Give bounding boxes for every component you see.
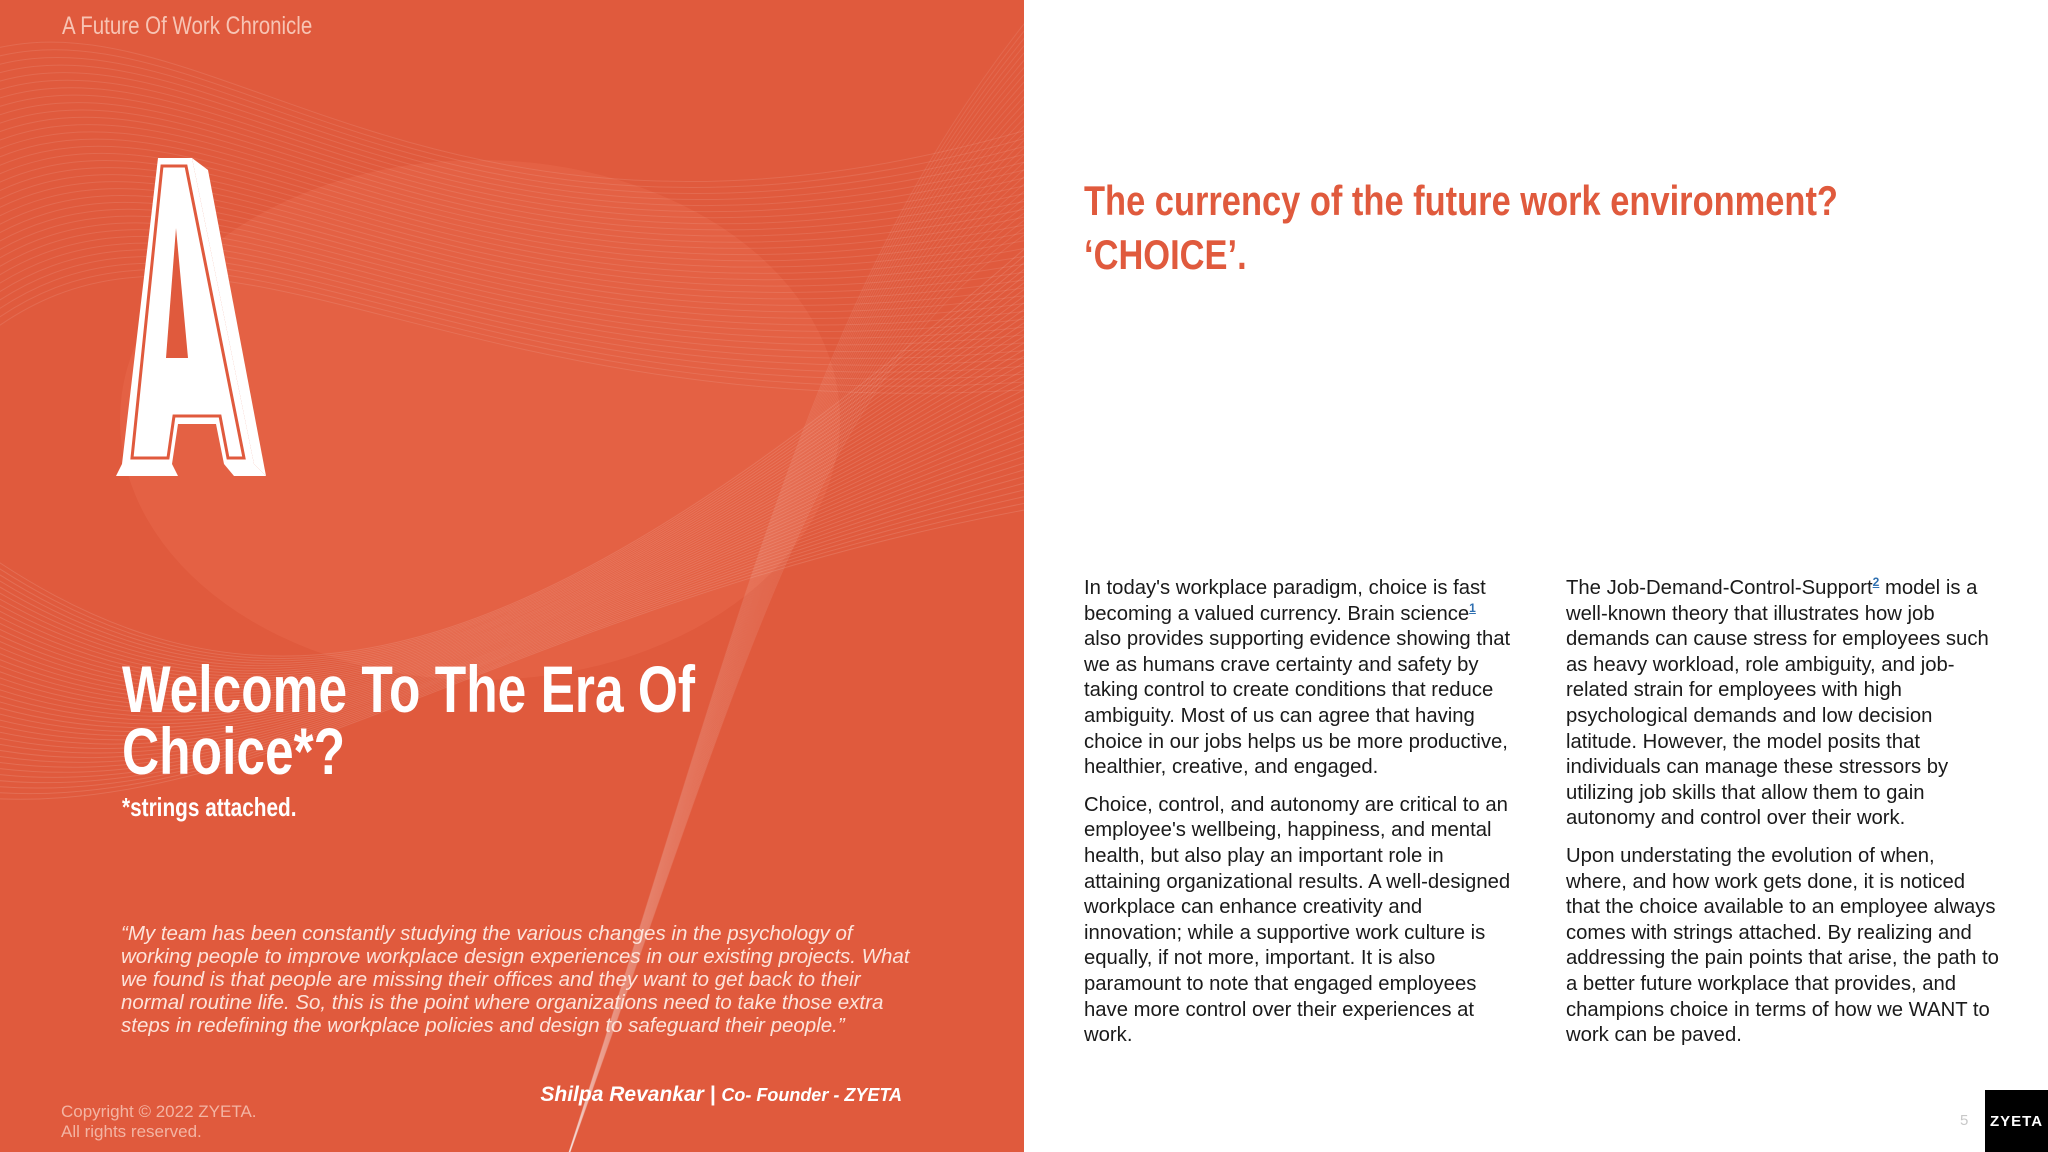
paragraph-text: model is a well-known theory that illustrates how job demands can cause stress for employees such as heavy workload, role ambiguity, and job-related strain for employees with high psychological demands and low decision latitude. However, the model posits that individuals can manage these stressors by utilizing job skills that allow them to gain autonomy and control over their work. [1566, 577, 1989, 830]
article-column-1 [1084, 576, 1514, 1061]
paragraph-text: The Job-Demand-Control-Support [1566, 577, 1873, 599]
hero-headline-line2: Choice*? [122, 714, 346, 788]
testimonial-quote: “My team has been constantly studying the various changes in the psychology of working people to improve workplace design experiences in our existing projects. What we found is that people are missing their offices and they want to get back to their normal routine life. So, this is the point where organizations need to take those extra steps in redefining the workplace policies and design to safeguard their people.” [121, 922, 910, 1037]
footnote-link-1[interactable]: 1 [1469, 600, 1476, 615]
article-paragraph [1084, 576, 1514, 781]
article-paragraph: Upon understating the evolution of when, where, and how work gets done, it is noticed that the choice available to an employee always comes with strings attached. By realizing and addressing the pain points that arise, the path to a better future workplace that provides, and champions choice in terms of how we WANT to work can be paved. [1566, 844, 1999, 1047]
hero-subtitle: *strings attached. [122, 792, 297, 822]
article-paragraph: Choice, control, and autonomy are critical to an employee's wellbeing, happiness, and mental health, but also play an important role in attaining organizational results. A well-designed workplace can enhance creativity and innovation; while a supportive work culture is equally, if not more, important. It is also paramount to note that engaged employees have more control over their experiences at work. [1084, 793, 1511, 1047]
paragraph-text: also provides supporting evidence showing that we as humans crave certainty and safety by taking control to create conditions that reduce ambiguity. Most of us can agree that having choice in our jobs helps us be more productive, healthier, creative, and engaged. [1084, 628, 1511, 779]
copyright-line2: All rights reserved. [61, 1122, 202, 1141]
copyright-line1: Copyright © 2022 ZYETA. [61, 1102, 257, 1121]
quote-author-role: Co- Founder - ZYETA [721, 1085, 902, 1105]
copyright-notice [61, 1102, 257, 1142]
quote-attribution [540, 1083, 902, 1107]
paragraph-text: In today's workplace paradigm, choice is fast becoming a valued currency. Brain science [1084, 577, 1486, 625]
quote-author: Shilpa Revankar [540, 1083, 704, 1106]
hero-headline [122, 652, 715, 788]
page-number: 5 [1960, 1112, 1969, 1129]
article-paragraph [1566, 576, 2000, 832]
article-title-line2: ‘CHOICE’. [1084, 231, 1247, 278]
article-title-line1: The currency of the future work environment? [1084, 177, 1838, 224]
attribution-separator: | [703, 1083, 722, 1106]
drop-letter-a-graphic [116, 158, 266, 478]
hero-headline-line1: Welcome To The Era Of [122, 652, 696, 726]
zyeta-logo: ZYETA [1985, 1090, 2048, 1152]
article-title [1084, 174, 1838, 282]
footnote-link-2[interactable]: 2 [1872, 575, 1880, 590]
article-column-2 [1566, 576, 2000, 1061]
chronicle-label: A Future Of Work Chronicle [62, 12, 313, 40]
